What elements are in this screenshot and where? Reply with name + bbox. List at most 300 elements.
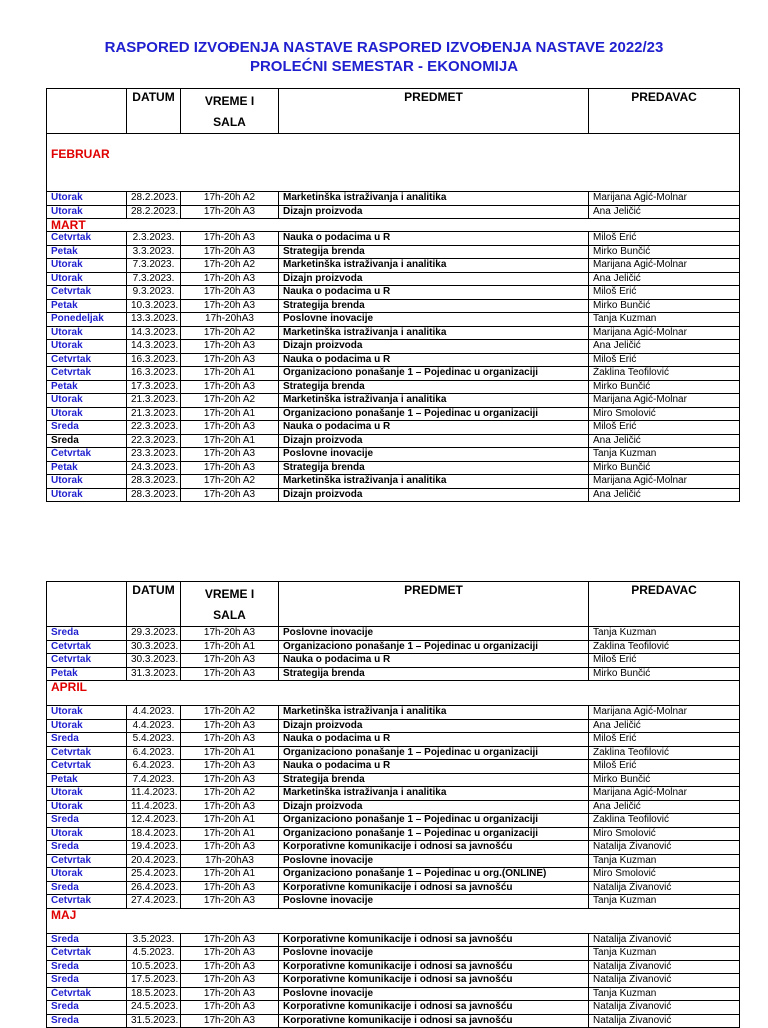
time-cell: 17h-20h A1: [181, 367, 279, 381]
day-cell: Utorak: [47, 488, 127, 502]
time-cell: 17h-20h A3: [181, 461, 279, 475]
schedule-row: [47, 340, 740, 354]
teacher-cell: Mirko Bunčić: [589, 667, 740, 681]
day-cell: Sreda: [47, 814, 127, 828]
subject-cell: Dizajn proizvoda: [279, 800, 589, 814]
teacher-cell: Natalija Zivanović: [589, 960, 740, 974]
day-cell: Utorak: [47, 326, 127, 340]
date-cell: 12.4.2023.: [127, 814, 181, 828]
teacher-cell: Ana Jeličić: [589, 340, 740, 354]
teacher-cell: Natalija Zivanović: [589, 1014, 740, 1028]
schedule-row: [47, 640, 740, 654]
header-datum: DATUM: [127, 582, 181, 627]
date-cell: 21.3.2023.: [127, 407, 181, 421]
schedule-row: [47, 326, 740, 340]
time-cell: 17h-20h A1: [181, 434, 279, 448]
date-cell: 23.3.2023.: [127, 448, 181, 462]
teacher-cell: Marijana Agić-Molnar: [589, 475, 740, 489]
header-predmet: PREDMET: [279, 582, 589, 627]
date-cell: 30.3.2023.: [127, 654, 181, 668]
time-cell: 17h-20h A3: [181, 933, 279, 947]
day-cell: Utorak: [47, 192, 127, 206]
subject-cell: Marketinška istraživanja i analitika: [279, 326, 589, 340]
time-cell: 17h-20h A3: [181, 760, 279, 774]
month-label: MART: [47, 219, 740, 232]
day-cell: Cetvrtak: [47, 760, 127, 774]
subject-cell: Dizajn proizvoda: [279, 488, 589, 502]
day-cell: Sreda: [47, 881, 127, 895]
subject-cell: Dizajn proizvoda: [279, 719, 589, 733]
day-cell: Utorak: [47, 407, 127, 421]
day-cell: Utorak: [47, 259, 127, 273]
time-cell: 17h-20h A3: [181, 205, 279, 219]
time-cell: 17h-20h A2: [181, 394, 279, 408]
time-cell: 17h-20h A3: [181, 380, 279, 394]
subject-cell: Organizaciono ponašanje 1 – Pojedinac u organizaciji: [279, 814, 589, 828]
teacher-cell: Natalija Živanović: [589, 841, 740, 855]
subject-cell: Dizajn proizvoda: [279, 434, 589, 448]
day-cell: Utorak: [47, 394, 127, 408]
subject-cell: Korporativne komunikacije i odnosi sa javnošću: [279, 1014, 589, 1028]
schedule-row: [47, 488, 740, 502]
schedule-row: [47, 1014, 740, 1028]
day-cell: Cetvrtak: [47, 895, 127, 909]
teacher-cell: Miro Smolović: [589, 868, 740, 882]
subject-cell: Marketinška istraživanja i analitika: [279, 259, 589, 273]
subject-cell: Korporativne komunikacije i odnosi sa javnošću: [279, 933, 589, 947]
month-row: [47, 681, 740, 706]
time-cell: 17h-20h A2: [181, 706, 279, 720]
schedule-row: [47, 259, 740, 273]
teacher-cell: Miloš Erić: [589, 286, 740, 300]
time-cell: 17h-20h A3: [181, 340, 279, 354]
header-vreme-line1: VREME I: [204, 587, 255, 601]
subject-cell: Korporativne komunikacije i odnosi sa javnošću: [279, 974, 589, 988]
date-cell: 29.3.2023.: [127, 627, 181, 641]
date-cell: 21.3.2023.: [127, 394, 181, 408]
date-cell: 18.4.2023.: [127, 827, 181, 841]
teacher-cell: Tanja Kuzman: [589, 627, 740, 641]
month-label: APRIL: [47, 681, 740, 706]
subject-cell: Poslovne inovacije: [279, 987, 589, 1001]
time-cell: 17h-20h A3: [181, 299, 279, 313]
date-cell: 28.2.2023.: [127, 205, 181, 219]
teacher-cell: Marijana Agić-Molnar: [589, 706, 740, 720]
time-cell: 17h-20h A3: [181, 1001, 279, 1015]
subject-cell: Organizaciono ponašanje 1 – Pojedinac u organizaciji: [279, 746, 589, 760]
schedule-row: [47, 706, 740, 720]
time-cell: 17h-20h A3: [181, 960, 279, 974]
teacher-cell: Marijana Agić-Molnar: [589, 192, 740, 206]
schedule-row: [47, 773, 740, 787]
date-cell: 17.5.2023.: [127, 974, 181, 988]
schedule-row: [47, 800, 740, 814]
subject-cell: Nauka o podacima u R: [279, 760, 589, 774]
subject-cell: Strategija brenda: [279, 667, 589, 681]
date-cell: 28.3.2023.: [127, 488, 181, 502]
schedule-row: [47, 627, 740, 641]
time-cell: 17h-20h A3: [181, 881, 279, 895]
date-cell: 5.4.2023.: [127, 733, 181, 747]
time-cell: 17h-20h A3: [181, 627, 279, 641]
day-cell: Četvrtak: [47, 947, 127, 961]
day-cell: Utorak: [47, 475, 127, 489]
date-cell: 9.3.2023.: [127, 286, 181, 300]
subject-cell: Poslovne inovacije: [279, 854, 589, 868]
schedule-row: [47, 353, 740, 367]
schedule-table-2: [46, 581, 740, 1028]
header-day: [47, 89, 127, 134]
day-cell: Petak: [47, 667, 127, 681]
teacher-cell: Zaklina Teofilović: [589, 814, 740, 828]
date-cell: 4.4.2023.: [127, 719, 181, 733]
schedule-table-1: [46, 88, 740, 502]
schedule-row: [47, 667, 740, 681]
subject-cell: Marketinška istraživanja i analitika: [279, 192, 589, 206]
time-cell: 17h-20h A3: [181, 245, 279, 259]
month-row: [47, 908, 740, 933]
date-cell: 3.3.2023.: [127, 245, 181, 259]
subject-cell: Dizajn proizvoda: [279, 205, 589, 219]
title-line-1: RASPORED IZVOĐENJA NASTAVE RASPORED IZVOĐENJA NASTAVE 2022/23: [104, 39, 664, 56]
teacher-cell: Marijana Agić-Molnar: [589, 326, 740, 340]
day-cell: Utorak: [47, 340, 127, 354]
subject-cell: Organizaciono ponašanje 1 – Pojedinac u organizaciji: [279, 407, 589, 421]
schedule-row: [47, 868, 740, 882]
teacher-cell: Miloš Erić: [589, 760, 740, 774]
time-cell: 17h-20h A2: [181, 787, 279, 801]
time-cell: 17h-20h A3: [181, 667, 279, 681]
date-cell: 14.3.2023.: [127, 340, 181, 354]
header-predavac: PREDAVAC: [589, 582, 740, 627]
time-cell: 17h-20h A1: [181, 640, 279, 654]
teacher-cell: Miloš Erić: [589, 232, 740, 246]
schedule-row: [47, 380, 740, 394]
date-cell: 4.4.2023.: [127, 706, 181, 720]
subject-cell: Strategija brenda: [279, 299, 589, 313]
time-cell: 17h-20h A3: [181, 488, 279, 502]
day-cell: Sreda: [47, 733, 127, 747]
teacher-cell: Žaklina Teofilović: [589, 367, 740, 381]
time-cell: 17h-20h A2: [181, 326, 279, 340]
date-cell: 22.3.2023.: [127, 434, 181, 448]
time-cell: 17h-20h A1: [181, 407, 279, 421]
time-cell: 17h-20h A1: [181, 746, 279, 760]
teacher-cell: Miloš Erić: [589, 733, 740, 747]
time-cell: 17h-20h A3: [181, 353, 279, 367]
day-cell: Cetvrtak: [47, 654, 127, 668]
time-cell: 17h-20h A1: [181, 814, 279, 828]
header-datum: DATUM: [127, 89, 181, 134]
date-cell: 26.4.2023.: [127, 881, 181, 895]
day-cell: Utorak: [47, 800, 127, 814]
teacher-cell: Ana Jeličić: [589, 205, 740, 219]
schedule-row: [47, 299, 740, 313]
subject-cell: Marketinška istraživanja i analitika: [279, 394, 589, 408]
day-cell: Utorak: [47, 868, 127, 882]
date-cell: 22.3.2023.: [127, 421, 181, 435]
month-label: FEBRUAR: [47, 134, 740, 192]
schedule-row: [47, 407, 740, 421]
time-cell: 17h-20h A3: [181, 947, 279, 961]
month-label: MAJ: [47, 908, 740, 933]
date-cell: 17.3.2023.: [127, 380, 181, 394]
time-cell: 17h-20h A3: [181, 895, 279, 909]
subject-cell: Nauka o podacima u R: [279, 421, 589, 435]
title-line-2: PROLEĆNI SEMESTAR - EKONOMIJA: [249, 58, 519, 75]
subject-cell: Organizaciono ponašanje 1 – Pojedinac u organizaciji: [279, 367, 589, 381]
schedule-row: [47, 719, 740, 733]
subject-cell: Nauka o podacima u R: [279, 733, 589, 747]
time-cell: 17h-20h A3: [181, 733, 279, 747]
subject-cell: Nauka o podacima u R: [279, 353, 589, 367]
subject-cell: Dizajn proizvoda: [279, 272, 589, 286]
day-cell: Četvrtak: [47, 987, 127, 1001]
date-cell: 4.5.2023.: [127, 947, 181, 961]
date-cell: 25.4.2023.: [127, 868, 181, 882]
time-cell: 17h-20hA3: [181, 313, 279, 327]
date-cell: 7.3.2023.: [127, 259, 181, 273]
time-cell: 17h-20h A2: [181, 259, 279, 273]
schedule-row: [47, 947, 740, 961]
subject-cell: Nauka o podacima u R: [279, 232, 589, 246]
teacher-cell: Tanja Kuzman: [589, 313, 740, 327]
teacher-cell: Tanja Kuzman: [589, 987, 740, 1001]
schedule-row: [47, 394, 740, 408]
teacher-cell: Natalija Zivanović: [589, 933, 740, 947]
subject-cell: Marketinška istraživanja i analitika: [279, 475, 589, 489]
schedule-row: [47, 434, 740, 448]
time-cell: 17h-20h A3: [181, 448, 279, 462]
date-cell: 28.3.2023.: [127, 475, 181, 489]
month-row: [47, 134, 740, 192]
date-cell: 24.5.2023.: [127, 1001, 181, 1015]
day-cell: Utorak: [47, 787, 127, 801]
subject-cell: Nauka o podacima u R: [279, 286, 589, 300]
date-cell: 3.5.2023.: [127, 933, 181, 947]
teacher-cell: Miloš Erić: [589, 353, 740, 367]
subject-cell: Marketinška istraživanja i analitika: [279, 787, 589, 801]
teacher-cell: Tanja Kuzman: [589, 854, 740, 868]
schedule-row: [47, 313, 740, 327]
time-cell: 17h-20h A2: [181, 475, 279, 489]
teacher-cell: Marijana Agić-Molnar: [589, 259, 740, 273]
date-cell: 11.4.2023.: [127, 800, 181, 814]
subject-cell: Marketinška istraživanja i analitika: [279, 706, 589, 720]
schedule-row: [47, 760, 740, 774]
schedule-row: [47, 475, 740, 489]
date-cell: 16.3.2023.: [127, 353, 181, 367]
header-vreme-line2: SALA: [213, 608, 246, 622]
header-vreme: [181, 89, 279, 134]
teacher-cell: Ana Jeličić: [589, 800, 740, 814]
day-cell: Sreda: [47, 1001, 127, 1015]
document-title: [0, 38, 768, 76]
date-cell: 31.5.2023.: [127, 1014, 181, 1028]
day-cell: Petak: [47, 245, 127, 259]
time-cell: 17h-20h A1: [181, 827, 279, 841]
date-cell: 28.2.2023.: [127, 192, 181, 206]
schedule-row: [47, 787, 740, 801]
subject-cell: Strategija brenda: [279, 773, 589, 787]
day-cell: Cetvrtak: [47, 286, 127, 300]
schedule-row: [47, 814, 740, 828]
subject-cell: Nauka o podacima u R: [279, 654, 589, 668]
schedule-row: [47, 421, 740, 435]
schedule-row: [47, 1001, 740, 1015]
day-cell: Utorak: [47, 272, 127, 286]
day-cell: Utorak: [47, 205, 127, 219]
day-cell: Petak: [47, 380, 127, 394]
teacher-cell: Ana Jeličić: [589, 719, 740, 733]
schedule-row: [47, 205, 740, 219]
schedule-row: [47, 272, 740, 286]
date-cell: 6.4.2023.: [127, 746, 181, 760]
subject-cell: Poslovne inovacije: [279, 448, 589, 462]
teacher-cell: Mirko Bunčić: [589, 380, 740, 394]
time-cell: 17h-20h A3: [181, 987, 279, 1001]
time-cell: 17h-20h A3: [181, 421, 279, 435]
header-predavac: PREDAVAC: [589, 89, 740, 134]
time-cell: 17h-20h A1: [181, 868, 279, 882]
teacher-cell: Ana Jeličić: [589, 272, 740, 286]
day-cell: Cetvrtak: [47, 854, 127, 868]
date-cell: 31.3.2023.: [127, 667, 181, 681]
schedule-row: [47, 654, 740, 668]
teacher-cell: Tanja Kuzman: [589, 947, 740, 961]
schedule-row: [47, 448, 740, 462]
teacher-cell: Mirko Bunčić: [589, 245, 740, 259]
subject-cell: Organizaciono ponašanje 1 – Pojedinac u organizaciji: [279, 640, 589, 654]
header-vreme-line1: VREME I: [204, 94, 255, 108]
teacher-cell: Zaklina Teofilović: [589, 640, 740, 654]
teacher-cell: Marijana Agić-Molnar: [589, 787, 740, 801]
schedule-row: [47, 827, 740, 841]
time-cell: 17h-20h A3: [181, 232, 279, 246]
day-cell: Petak: [47, 773, 127, 787]
time-cell: 17h-20h A3: [181, 974, 279, 988]
day-cell: Ponedeljak: [47, 313, 127, 327]
schedule-row: [47, 987, 740, 1001]
schedule-row: [47, 974, 740, 988]
subject-cell: Poslovne inovacije: [279, 627, 589, 641]
teacher-cell: Tanja Kuzman: [589, 895, 740, 909]
day-cell: Cetvrtak: [47, 746, 127, 760]
date-cell: 20.4.2023.: [127, 854, 181, 868]
subject-cell: Korporativne komunikacije i odnosi sa javnošću: [279, 881, 589, 895]
time-cell: 17h-20h A3: [181, 1014, 279, 1028]
day-cell: Sreda: [47, 434, 127, 448]
teacher-cell: Ana Jeličić: [589, 488, 740, 502]
date-cell: 7.3.2023.: [127, 272, 181, 286]
day-cell: Petak: [47, 299, 127, 313]
time-cell: 17h-20h A3: [181, 286, 279, 300]
header-day: [47, 582, 127, 627]
schedule-row: [47, 960, 740, 974]
teacher-cell: Natalija Živanović: [589, 881, 740, 895]
schedule-row: [47, 245, 740, 259]
date-cell: 10.3.2023.: [127, 299, 181, 313]
subject-cell: Poslovne inovacije: [279, 947, 589, 961]
day-cell: Utorak: [47, 719, 127, 733]
day-cell: Sreda: [47, 933, 127, 947]
teacher-cell: Miloš Erić: [589, 421, 740, 435]
date-cell: 24.3.2023.: [127, 461, 181, 475]
schedule-row: [47, 854, 740, 868]
teacher-cell: Mirko Bunčić: [589, 461, 740, 475]
date-cell: 13.3.2023.: [127, 313, 181, 327]
subject-cell: Korporativne komunikacije i odnosi sa javnošću: [279, 1001, 589, 1015]
teacher-cell: Mirko Bunčić: [589, 299, 740, 313]
teacher-cell: Miro Smolović: [589, 827, 740, 841]
date-cell: 19.4.2023.: [127, 841, 181, 855]
header-vreme-line2: SALA: [213, 115, 246, 129]
day-cell: Cetvrtak: [47, 353, 127, 367]
date-cell: 10.5.2023.: [127, 960, 181, 974]
day-cell: Sreda: [47, 421, 127, 435]
subject-cell: Organizaciono ponašanje 1 – Pojedinac u org.(ONLINE): [279, 868, 589, 882]
schedule-row: [47, 367, 740, 381]
day-cell: Cetvrtak: [47, 640, 127, 654]
teacher-cell: Miro Smolović: [589, 407, 740, 421]
subject-cell: Poslovne inovacije: [279, 313, 589, 327]
time-cell: 17h-20hA3: [181, 854, 279, 868]
day-cell: Utorak: [47, 706, 127, 720]
date-cell: 30.3.2023.: [127, 640, 181, 654]
date-cell: 2.3.2023.: [127, 232, 181, 246]
time-cell: 17h-20h A3: [181, 654, 279, 668]
header-predmet: PREDMET: [279, 89, 589, 134]
time-cell: 17h-20h A3: [181, 773, 279, 787]
subject-cell: Korporativne komunikacije i odnosi sa javnošću: [279, 960, 589, 974]
day-cell: Sreda: [47, 841, 127, 855]
schedule-row: [47, 733, 740, 747]
date-cell: 11.4.2023.: [127, 787, 181, 801]
time-cell: 17h-20h A3: [181, 841, 279, 855]
schedule-row: [47, 461, 740, 475]
teacher-cell: Natalija Zivanović: [589, 1001, 740, 1015]
time-cell: 17h-20h A2: [181, 192, 279, 206]
date-cell: 27.4.2023.: [127, 895, 181, 909]
day-cell: Cetvrtak: [47, 232, 127, 246]
day-cell: Sreda: [47, 1014, 127, 1028]
date-cell: 7.4.2023.: [127, 773, 181, 787]
schedule-row: [47, 192, 740, 206]
schedule-row: [47, 933, 740, 947]
month-row: [47, 219, 740, 232]
day-cell: Utorak: [47, 827, 127, 841]
teacher-cell: Miloš Erić: [589, 654, 740, 668]
teacher-cell: Marijana Agić-Molnar: [589, 394, 740, 408]
day-cell: Petak: [47, 461, 127, 475]
subject-cell: Strategija brenda: [279, 461, 589, 475]
header-vreme: [181, 582, 279, 627]
schedule-row: [47, 746, 740, 760]
day-cell: Sreda: [47, 960, 127, 974]
teacher-cell: Tanja Kuzman: [589, 448, 740, 462]
subject-cell: Strategija brenda: [279, 245, 589, 259]
day-cell: Četvrtak: [47, 448, 127, 462]
teacher-cell: Ana Jeličić: [589, 434, 740, 448]
day-cell: Sreda: [47, 974, 127, 988]
date-cell: 14.3.2023.: [127, 326, 181, 340]
schedule-row: [47, 286, 740, 300]
schedule-row: [47, 895, 740, 909]
date-cell: 16.3.2023.: [127, 367, 181, 381]
time-cell: 17h-20h A3: [181, 719, 279, 733]
date-cell: 6.4.2023.: [127, 760, 181, 774]
schedule-row: [47, 841, 740, 855]
